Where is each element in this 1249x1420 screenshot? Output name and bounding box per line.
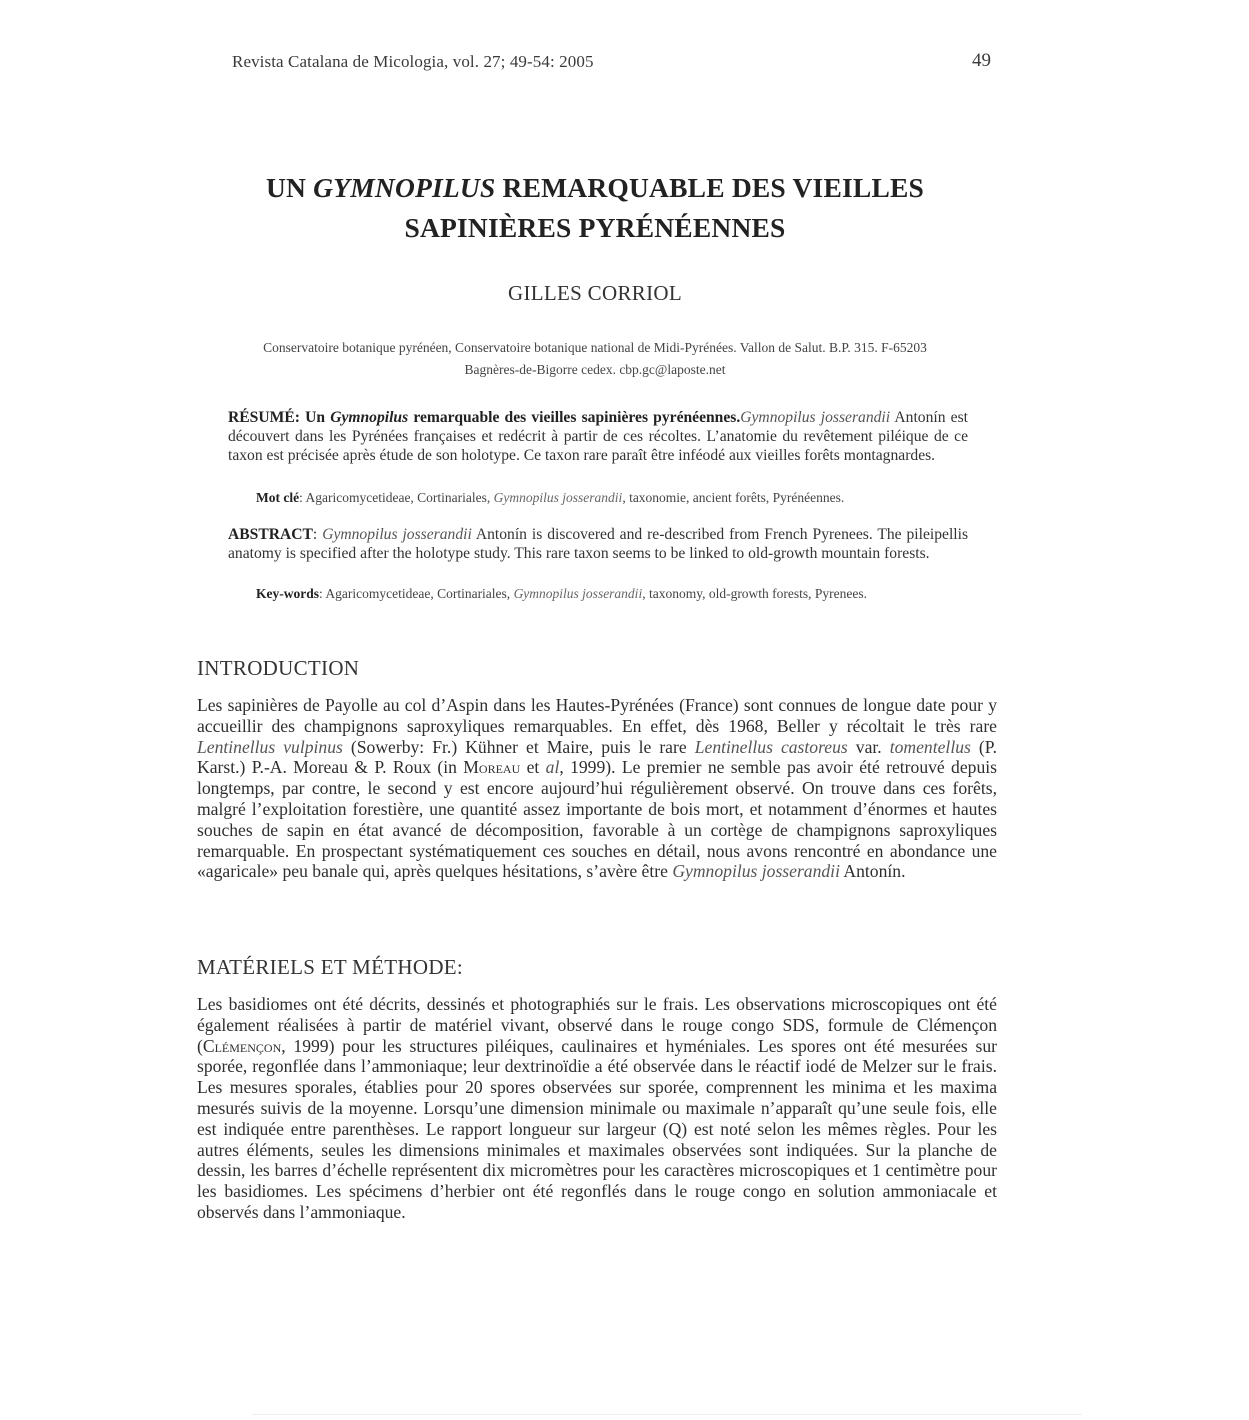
intro-text-2: (Sowerby: Fr.) Kühner et Maire, puis le rare	[342, 736, 695, 757]
title-genus: GYMNOPILUS	[313, 172, 496, 203]
abstract-keywords	[256, 584, 968, 603]
methods-text-2: , 1999) pour les structures piléiques, caulinaires et hyméniales. Les spores ont été mesurées sur sporée, regonflée dans l’ammoniaque; leur dextrinoïdie a été observée dans le réactif iodé de Melzer sur le frais. Les mesures sporales, établies pour 20 spores observées sur sporée, comprennent les minima et les maxima mesurés suivis de la moyenne. Lorsqu’une dimension minimale ou maximale n’apparaît qu’une seule fois, elle est indiquée entre parenthèses. Le rapport longueur sur largeur (Q) est noté selon les mêmes règles. Pour les autres éléments, seules les dimensions minimales et maximales observées sont indiquées. Sur la planche de dessin, les barres d’échelle représentent dix micromètres pour les caractères microscopiques et 1 centimètre pour les basidiomes. Les spécimens d’herbier ont été regonflés dans le rouge congo en solution ammoniacale et observés dans l’ammoniaque.	[197, 1035, 997, 1222]
title-suffix: REMARQUABLE DES VIEILLES	[495, 172, 925, 203]
introduction-heading: INTRODUCTION	[197, 656, 360, 680]
affiliation-line-2: Bagnères-de-Bigorre cedex. cbp.gc@laposte.net	[464, 362, 726, 377]
introduction-paragraph	[197, 695, 997, 882]
intro-text-3: var.	[847, 736, 890, 757]
resume-keywords-before: : Agaricomycetideae, Cortinariales,	[299, 490, 494, 505]
author-name: GILLES CORRIOL	[508, 281, 682, 305]
resume-paragraph	[228, 408, 968, 465]
resume-text: Antonín est découvert dans les Pyrénées françaises et redécrit à partir de ces récoltes. L’anatomie du revêtement piléique de ce taxon est précisée après étude de son holotype. Ce taxon rare paraît être inféodé aux vieilles forêts montagnardes.	[228, 409, 969, 464]
intro-text-4: (P. Karst.) P.-A. Moreau & P. Roux (in	[197, 736, 997, 778]
affiliation	[190, 337, 1000, 381]
resume-title-suffix: remarquable des vieilles sapinières pyrénéennes.	[408, 409, 741, 426]
resume-title-prefix: Un	[299, 409, 331, 426]
abstract-text: Antonín is discovered and re-described from French Pyrenees. The pileipellis anatomy is specified after the holotype study. This rare taxon seems to be linked to old-growth mountain forests.	[228, 526, 969, 562]
resume-keywords-label: Mot clé	[256, 490, 300, 505]
methods-heading: MATÉRIELS ET MÉTHODE:	[197, 955, 464, 979]
title-line-1	[180, 168, 1010, 208]
methods-text-1: Les basidiomes ont été décrits, dessinés et photographiés sur le frais. Les observations microscopiques ont été également réalisées à partir de matériel vivant, observé dans le rouge congo SDS, formule de Clémençon (	[197, 994, 997, 1056]
intro-text-6: , 1999). Le premier ne semble pas avoir été retrouvé depuis longtemps, par contre, le second y est encore aujourd’hui régulièrement observé. On trouve dans ces forêts, malgré l’exploitation forestière, une quantité assez importante de bois mort, et notamment d’énormes et hautes souches de sapin en état avancé de décomposition, favorable à un cortège de champignons saproxyliques remarquable. En prospectant systématiquement ces souches en détail, nous avons rencontré en abondance une «agaricale» peu banale qui, après quelques hésitations, s’avère être	[197, 757, 997, 882]
abstract-separator: :	[312, 526, 323, 543]
intro-et-al: al	[545, 757, 560, 778]
abstract-keywords-species: Gymnopilus josserandii	[513, 586, 643, 601]
abstract-species: Gymnopilus josserandii	[322, 526, 472, 543]
resume-keywords	[256, 488, 968, 507]
footer-divider	[252, 1414, 1082, 1415]
resume-keywords-after: , taxonomie, ancient forêts, Pyrénéennes.	[622, 490, 845, 505]
intro-species-3: Gymnopilus josserandii	[672, 861, 840, 882]
abstract-label: ABSTRACT	[228, 526, 313, 543]
affiliation-line-1: Conservatoire botanique pyrénéen, Conservatoire botanique national de Midi-Pyrénées. Vallon de Salut. B.P. 315. F-65203	[263, 340, 927, 355]
page-number: 49	[972, 50, 991, 71]
intro-citation-author: Moreau	[463, 757, 521, 778]
abstract-paragraph	[228, 525, 968, 563]
abstract-keywords-before: : Agaricomycetideae, Cortinariales,	[319, 586, 514, 601]
running-head: Revista Catalana de Micologia, vol. 27; 49-54: 2005	[232, 52, 594, 71]
intro-text-1: Les sapinières de Payolle au col d’Aspin dans les Hautes-Pyrénées (France) sont connues de longue date pour y accueillir des champignons saproxyliques remarquables. En effet, dès 1968, Beller y récoltait le très rare	[197, 695, 997, 736]
resume-title-genus: Gymnopilus	[330, 409, 409, 426]
methods-citation-author: Clémençon	[202, 1035, 282, 1056]
title-line-2: SAPINIÈRES PYRÉNÉENNES	[404, 212, 786, 243]
resume-label: RÉSUMÉ:	[228, 409, 300, 426]
intro-species-1: Lentinellus vulpinus	[197, 736, 343, 757]
intro-species-2: Lentinellus castoreus	[694, 736, 848, 757]
resume-species: Gymnopilus josserandii	[740, 409, 891, 426]
intro-variety: tomentellus	[889, 736, 971, 757]
intro-text-7: Antonín.	[839, 861, 906, 882]
title-prefix: UN	[265, 172, 314, 203]
methods-paragraph	[197, 994, 997, 1223]
article-title	[180, 168, 1010, 248]
abstract-keywords-label: Key-words	[256, 586, 319, 601]
abstract-keywords-after: , taxonomy, old-growth forests, Pyrenees.	[642, 586, 868, 601]
resume-keywords-species: Gymnopilus josserandii	[493, 490, 623, 505]
intro-text-5: et	[520, 757, 546, 778]
